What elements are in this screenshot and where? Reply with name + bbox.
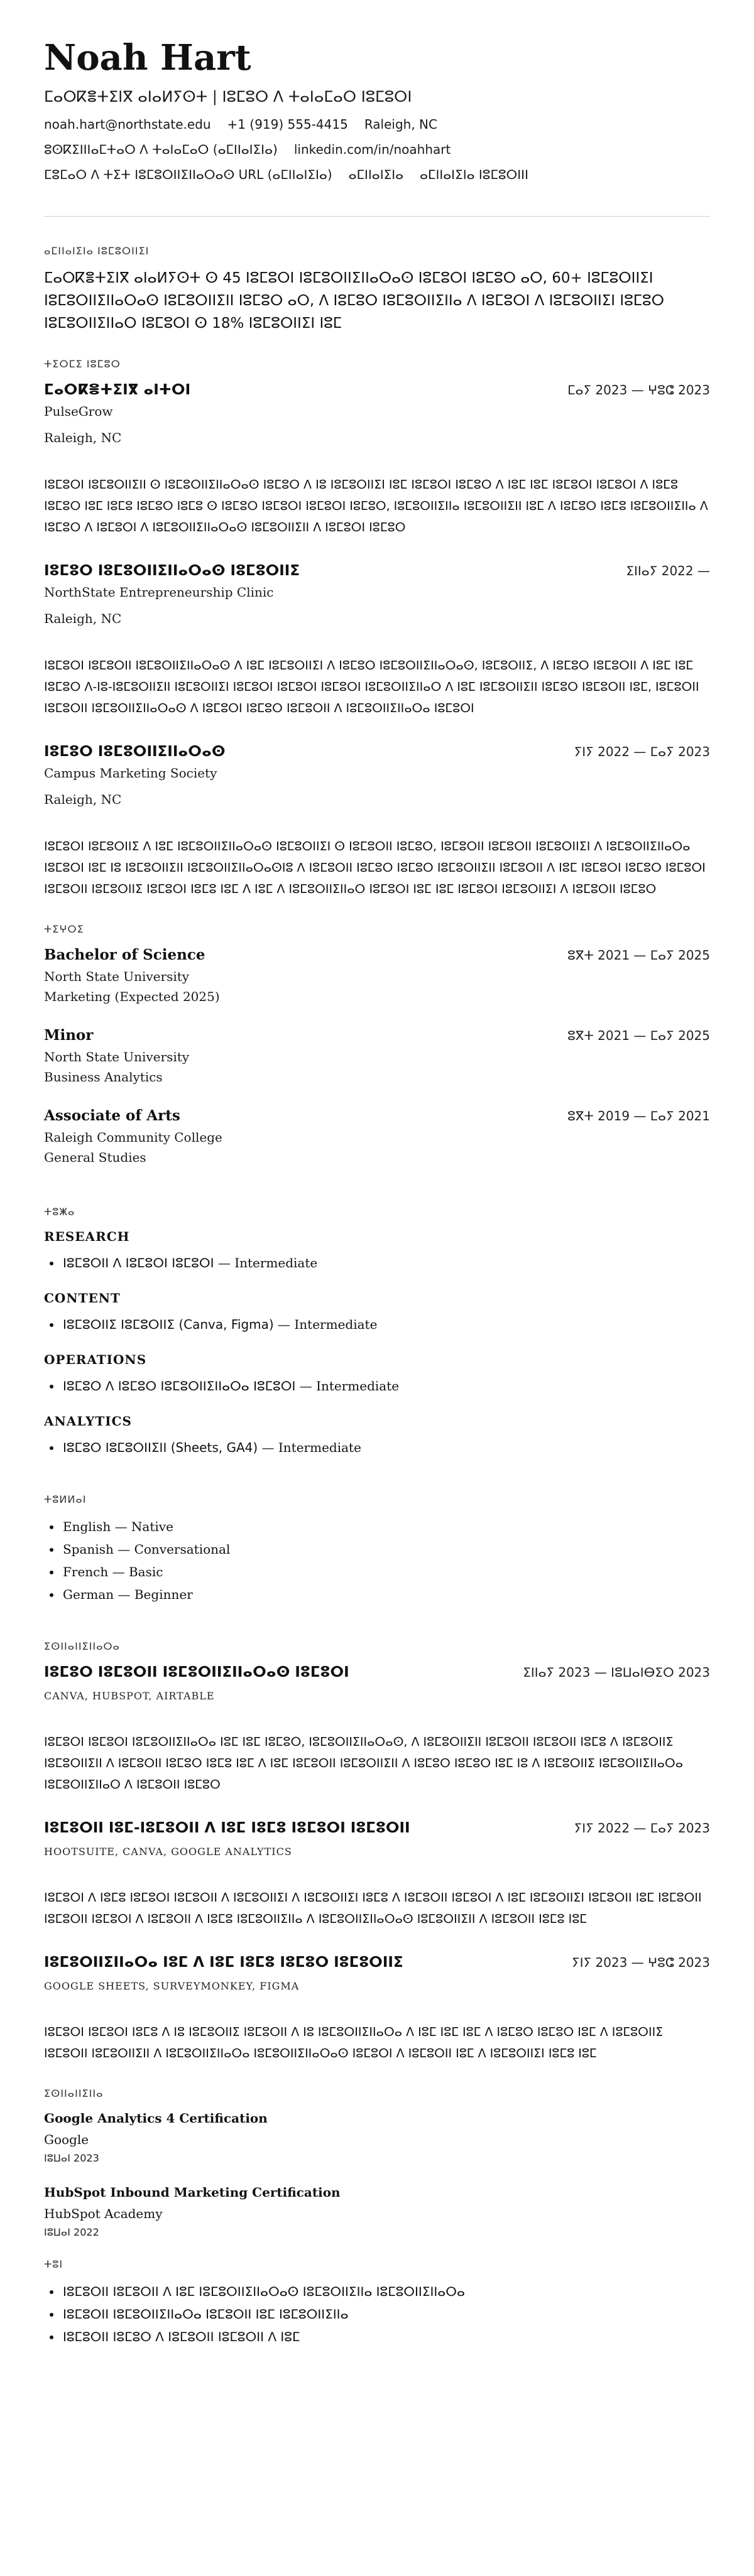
experience-item — [44, 380, 710, 538]
certification-date: ⵏⵓⵡⴰⵏ 2022 — [44, 2226, 99, 2238]
skill-list — [44, 1252, 710, 1274]
skill-group-name: ANALYTICS — [44, 1414, 132, 1429]
skill-group — [44, 1228, 710, 1274]
degree-name: Minor — [44, 1027, 94, 1044]
field-of-study: General Studies — [44, 1150, 146, 1165]
language-item: • German — Beginner — [62, 1583, 710, 1606]
interest-item: • ⵏⵓⵎⵓⵔⵏⵏ ⵏⵓⵎⵓⵔⵏⵏ ⴷ ⵏⵓⵎ ⵏⵓⵎⵓⵔⵏⵏⵉⵏⵏⴰⵔⴰⵙ ⵏⵓⵎⵓⵔⵏⵏⵉⵏⵏⴰ ⵏⵓⵎⵓⵔⵏⵏⵉⵏⵏⴰⵔⴰ — [62, 2280, 710, 2303]
skill-group — [44, 1289, 710, 1336]
section-spacer — [44, 1621, 710, 1640]
summary-title: ⴰⵎⵏⵏⴰⵏⵉⵏⴰ ⵏⵓⵎⵓⵔⵏⵏⵉⵏ — [44, 245, 150, 257]
field-of-study: Marketing (Expected 2025) — [44, 989, 220, 1004]
project-description: ⵏⵓⵎⵓⵔⵏ ⴷ ⵏⵓⵎⵓ ⵏⵓⵎⵓⵔⵏ ⵏⵓⵎⵓⵔⵏⵏ ⴷ ⵏⵓⵎⵓⵔⵏⵏⵉⵏ ⴷ ⵏⵓⵎⵓⵔⵏⵏⵉⵏ ⵏⵓⵎⵓ ⴷ ⵏⵓⵎⵓⵔⵏⵏ ⵏⵓⵎⵓⵔⵏ ⴷ ⵏⵓⵎ ⵏⵓⵎⵓⵔⵏⵏⵉⵏ ⵏⵓⵎⵓⵔⵏⵏ ⵏⵓⵎ ⵏⵓⵎⵓⵔⵏⵏ ⵏⵓⵎⵓⵔⵏⵏ ⵏⵓⵎⵓⵔⵏ ⴷ ⵏⵓⵎⵓⵔⵏⵏ ⴷ ⵏⵓⵎⵓ ⵏⵓⵎⵓⵔⵏⵏⵉⵏⵏⴰ ⴷ ⵏⵓⵎⵓⵔⵏⵏⵉⵏⵏⴰⵔⴰⵙ ⵏⵓⵎⵓⵔⵏⵏⵉⵏⵏ ⴷ ⵏⵓⵎⵓⵔⵏⵏ ⵏⵓⵎⵓ ⵏⵓⵎ — [44, 1891, 702, 1926]
linkedin-link[interactable]: linkedin.com/in/noahhart — [293, 142, 451, 157]
certifications-title: ⵉⵙⵏⵏⴰⵏⵏⵉⵏⵏⴰ — [44, 2087, 104, 2099]
skill-item: • ⵏⵓⵎⵓⵔ ⵏⵓⵎⵓⵔⵏⵏⵉⵏⵏ (Sheets, GA4) — Intermediate — [62, 1436, 710, 1459]
certifications-section — [44, 2087, 710, 2240]
skill-group — [44, 1351, 710, 1397]
language-list — [44, 1515, 710, 1606]
job-title: ⵎⴰⵔⴽⴻⵜⵉⵏⴳ ⴰⵏⵜⵔⵏ — [44, 382, 191, 398]
section-spacer — [44, 1474, 710, 1493]
project-description: ⵏⵓⵎⵓⵔⵏ ⵏⵓⵎⵓⵔⵏ ⵏⵓⵎⵓⵔⵏⵏⵉⵏⵏⴰⵔⴰ ⵏⵓⵎ ⵏⵓⵎ ⵏⵓⵎⵓⵔ, ⵏⵓⵎⵓⵔⵏⵏⵉⵏⵏⴰⵔⴰⵙ, ⴷ ⵏⵓⵎⵓⵔⵏⵏⵉⵏⵏ ⵏⵓⵎⵓⵔⵏⵏ ⵏⵓⵎⵓⵔⵏⵏ ⵏⵓⵎⵓ ⴷ ⵏⵓⵎⵓⵔⵏⵏⵉ ⵏⵓⵎⵓⵔⵏⵏⵉⵏⵏ ⴷ ⵏⵓⵎⵓⵔⵏⵏ ⵏⵓⵎⵓⵔ ⵏⵓⵎⵓ ⵏⵓⵎ ⴷ ⵏⵓⵎ ⵏⵓⵎⵓⵔⵏⵏ ⵏⵓⵎⵓⵔⵏⵏⵉⵏⵏ ⴷ ⵏⵓⵎⵓⵔ ⵏⵓⵎⵓⵔ ⵏⵓⵎ ⵏⵓ ⴷ ⵏⵓⵎⵓⵔⵏⵏⵉ ⵏⵓⵎⵓⵔⵏⵏⵉⵏⵏⴰⵔⴰ ⵏⵓⵎⵓⵔⵏⵏⵉⵏⵏⴰⵔ ⴷ ⵏⵓⵎⵓⵔⵏⵏ ⵏⵓⵎⵓⵔ — [44, 1735, 684, 1792]
experience-item — [44, 742, 710, 900]
skills-section — [44, 1205, 710, 1459]
degree-name: Associate of Arts — [44, 1107, 180, 1124]
education-dates: ⵓⴳⵜ 2021 — ⵎⴰⵢ 2025 — [567, 1028, 710, 1043]
project-title: ⵏⵓⵎⵓⵔ ⵏⵓⵎⵓⵔⵏⵏ ⵏⵓⵎⵓⵔⵏⵏⵉⵏⵏⴰⵔⴰⵙ ⵏⵓⵎⵓⵔⵏ — [44, 1664, 349, 1680]
skill-list — [44, 1313, 710, 1336]
job-description: ⵏⵓⵎⵓⵔⵏ ⵏⵓⵎⵓⵔⵏⵏⵉⵏⵏ ⵙ ⵏⵓⵎⵓⵔⵏⵏⵉⵏⵏⴰⵔⴰⵙ ⵏⵓⵎⵓⵔ ⴷ ⵏⵓ ⵏⵓⵎⵓⵔⵏⵏⵉⵏ ⵏⵓⵎ ⵏⵓⵎⵓⵔⵏ ⵏⵓⵎⵓⵔ ⴷ ⵏⵓⵎ ⵏⵓⵎ ⵏⵓⵎⵓⵔⵏ ⵏⵓⵎⵓⵔⵏ ⴷ ⵏⵓⵎⵓ ⵏⵓⵎⵓⵔ ⵏⵓⵎ ⵏⵓⵎⵓ ⵏⵓⵎⵓⵔ ⵏⵓⵎⵓ ⵙ ⵏⵓⵎⵓⵔ ⵏⵓⵎⵓⵔⵏ ⵏⵓⵎⵓⵔⵏ ⵏⵓⵎⵓⵔ, ⵏⵓⵎⵓⵔⵏⵏⵉⵏⵏⴰ ⵏⵓⵎⵓⵔⵏⵏⵉⵏⵏ ⵏⵓⵎ ⴷ ⵏⵓⵎⵓⵔ ⵏⵓⵎⵓ ⵏⵓⵎⵓⵔⵏⵏⵉⵏⵏⴰ ⴷ ⵏⵓⵎⵓⵔ ⴷ ⵏⵓⵎⵓⵔⵏ ⴷ ⵏⵓⵎⵓⵔⵏⵏⵉⵏⵏⴰⵔⴰⵙ ⵏⵓⵎⵓⵔⵏⵏⵉⵏⵏ ⴷ ⵏⵓⵎⵓⵔⵏ ⵏⵓⵎⵓⵔ — [44, 478, 708, 534]
interest-item: • ⵏⵓⵎⵓⵔⵏⵏ ⵏⵓⵎⵓⵔ ⴷ ⵏⵓⵎⵓⵔⵏⵏ ⵏⵓⵎⵓⵔⵏⵏ ⴷ ⵏⵓⵎ — [62, 2325, 710, 2348]
job-company: Campus Marketing Society — [44, 766, 217, 781]
skill-item: • ⵏⵓⵎⵓⵔⵏⵏ ⴷ ⵏⵓⵎⵓⵔⵏ ⵏⵓⵎⵓⵔⵏ — Intermediate — [62, 1252, 710, 1274]
education-dates: ⵓⴳⵜ 2021 — ⵎⴰⵢ 2025 — [567, 948, 710, 963]
language-item: • English — Native — [62, 1515, 710, 1538]
job-dates: ⵢⵏⵢ 2022 — ⵎⴰⵢ 2023 — [574, 744, 710, 759]
job-company: NorthState Entrepreneurship Clinic — [44, 585, 274, 600]
interest-list — [44, 2280, 710, 2348]
header-divider — [44, 216, 710, 217]
certification-title: HubSpot Inbound Marketing Certification — [44, 2185, 341, 2200]
skill-group-name: OPERATIONS — [44, 1352, 147, 1367]
candidate-name: Noah Hart — [44, 37, 251, 78]
certification-issuer: HubSpot Academy — [44, 2206, 163, 2221]
education-item — [44, 945, 710, 1005]
skill-group — [44, 1412, 710, 1459]
experience-section — [44, 357, 710, 900]
skills-title: ⵜⵓⵥⴰ — [44, 1206, 75, 1218]
skill-group-name: CONTENT — [44, 1291, 121, 1306]
education-dates: ⵓⴳⵜ 2019 — ⵎⴰⵢ 2021 — [567, 1108, 710, 1123]
education-title: ⵜⵉⵖⵔⵉ — [44, 923, 84, 935]
skill-item: • ⵏⵓⵎⵓⵔⵏⵏⵉ ⵏⵓⵎⵓⵔⵏⵏⵉ (Canva, Figma) — Intermediate — [62, 1313, 710, 1336]
optional-extra-label: ⴰⵎⵏⵏⴰⵏⵉⵏⴰ ⵏⵓⵎⵓⵔⵏⵏⵏ — [420, 167, 528, 182]
field-of-study: Business Analytics — [44, 1069, 163, 1085]
projects-section — [44, 1640, 710, 2064]
email-link[interactable]: noah.hart@northstate.edu — [44, 117, 211, 132]
location: Raleigh, NC — [364, 117, 437, 132]
website-label: ⵎⵓⵎⴰⵔ ⴷ ⵜⵉⵜ ⵏⵓⵎⵓⵔⵏⵏⵉⵏⵏⴰⵔⴰⵙ URL (ⴰⵎⵏⵏⴰⵏⵉⵏⴰ) — [44, 167, 332, 182]
school-name: North State University — [44, 969, 190, 984]
certification-item — [44, 2109, 710, 2166]
project-item — [44, 1662, 710, 1795]
resume-header — [44, 35, 710, 183]
certification-item — [44, 2184, 710, 2240]
project-dates: ⵉⵏⵏⴰⵢ 2023 — ⵏⵓⵡⴰⵏⴱⵉⵔ 2023 — [523, 1665, 710, 1680]
experience-title: ⵜⵉⵔⵎⵉ ⵏⵓⵎⵓⵔ — [44, 358, 121, 370]
languages-title: ⵜⵓⵍⵍⴰⵏ — [44, 1493, 87, 1505]
contact-row-secondary — [44, 141, 710, 158]
headline: ⵎⴰⵔⴽⴻⵜⵉⵏⴳ ⴰⵏⴰⵍⵢⵙⵜ | ⵏⵓⵎⵓⵔ ⴷ ⵜⴰⵏⴰⵎⴰⵔ ⵏⵓⵎⵓⵔⵏ — [44, 88, 412, 106]
job-location: Raleigh, NC — [44, 611, 122, 626]
job-location: Raleigh, NC — [44, 792, 122, 807]
job-location: Raleigh, NC — [44, 430, 122, 445]
job-title: ⵏⵓⵎⵓⵔ ⵏⵓⵎⵓⵔⵏⵏⵉⵏⵏⴰⵔⴰⵙ ⵏⵓⵎⵓⵔⵏⵏⵉ — [44, 563, 300, 579]
interest-item: • ⵏⵓⵎⵓⵔⵏⵏ ⵏⵓⵎⵓⵔⵏⵏⵉⵏⵏⴰⵔⴰ ⵏⵓⵎⵓⵔⵏⵏ ⵏⵓⵎ ⵏⵓⵎⵓⵔⵏⵏⵉⵏⵏⴰ — [62, 2303, 710, 2325]
degree-name: Bachelor of Science — [44, 946, 205, 963]
language-item: • Spanish — Conversational — [62, 1538, 710, 1561]
job-dates: ⵎⴰⵢ 2023 — ⵖⵓⵛ 2023 — [567, 382, 710, 398]
project-dates: ⵢⵏⵢ 2022 — ⵎⴰⵢ 2023 — [574, 1821, 710, 1836]
education-item — [44, 1106, 710, 1166]
certification-issuer: Google — [44, 2132, 89, 2147]
school-name: North State University — [44, 1049, 190, 1064]
project-dates: ⵢⵏⵢ 2023 — ⵖⵓⵛ 2023 — [571, 1955, 710, 1970]
project-tools: CANVA, HUBSPOT, AIRTABLE — [44, 1690, 215, 1702]
contact-row-tertiary — [44, 166, 710, 183]
project-tools: HOOTSUITE, CANVA, GOOGLE ANALYTICS — [44, 1846, 292, 1858]
job-description: ⵏⵓⵎⵓⵔⵏ ⵏⵓⵎⵓⵔⵏⵏⵉ ⴷ ⵏⵓⵎ ⵏⵓⵎⵓⵔⵏⵏⵉⵏⵏⴰⵔⴰⵙ ⵏⵓⵎⵓⵔⵏⵏⵉⵏ ⵙ ⵏⵓⵎⵓⵔⵏⵏ ⵏⵓⵎⵓⵔ, ⵏⵓⵎⵓⵔⵏⵏ ⵏⵓⵎⵓⵔⵏⵏ ⵏⵓⵎⵓⵔⵏⵏⵉⵏ ⴷ ⵏⵓⵎⵓⵔⵏⵏⵉⵏⵏⴰⵔⴰ ⵏⵓⵎⵓⵔⵏ ⵏⵓⵎ ⵏⵓ ⵏⵓⵎⵓⵔⵏⵏⵉⵏⵏ ⵏⵓⵎⵓⵔⵏⵏⵉⵏⵏⴰⵔⴰⵙⵏⵓ ⴷ ⵏⵓⵎⵓⵔⵏⵏ ⵏⵓⵎⵓⵔ ⵏⵓⵎⵓⵔ ⵏⵓⵎⵓⵔⵏⵏⵉⵏⵏ ⵏⵓⵎⵓⵔⵏⵏ ⴷ ⵏⵓⵎ ⵏⵓⵎⵓⵔⵏ ⵏⵓⵎⵓⵔ ⵏⵓⵎⵓⵔⵏ ⵏⵓⵎⵓⵔⵏⵏ ⵏⵓⵎⵓⵔⵏⵏⵉ ⵏⵓⵎⵓⵔⵏ ⵏⵓⵎⵓ ⵏⵓⵎ ⴷ ⵏⵓⵎ ⴷ ⵏⵓⵎⵓⵔⵏⵏⵉⵏⵏⴰⵔ ⵏⵓⵎⵓⵔⵏ ⵏⵓⵎ ⵏⵓⵎ ⵏⵓⵎⵓⵔⵏ ⵏⵓⵎⵓⵔⵏⵏⵉⵏ ⴷ ⵏⵓⵎⵓⵔⵏⵏ ⵏⵓⵎⵓⵔ — [44, 840, 706, 896]
contact-row-primary — [44, 116, 710, 133]
education-item — [44, 1026, 710, 1086]
job-title: ⵏⵓⵎⵓⵔ ⵏⵓⵎⵓⵔⵏⵏⵉⵏⵏⴰⵔⴰⵙ — [44, 744, 226, 760]
summary-section — [44, 244, 710, 335]
job-description: ⵏⵓⵎⵓⵔⵏ ⵏⵓⵎⵓⵔⵏⵏ ⵏⵓⵎⵓⵔⵏⵏⵉⵏⵏⴰⵔⴰⵙ ⴷ ⵏⵓⵎ ⵏⵓⵎⵓⵔⵏⵏⵉⵏ ⴷ ⵏⵓⵎⵓⵔ ⵏⵓⵎⵓⵔⵏⵏⵉⵏⵏⴰⵔⴰⵙ, ⵏⵓⵎⵓⵔⵏⵏⵉ, ⴷ ⵏⵓⵎⵓⵔ ⵏⵓⵎⵓⵔⵏⵏ ⴷ ⵏⵓⵎ ⵏⵓⵎ ⵏⵓⵎⵓⵔ ⴷ-ⵏⵓ-ⵏⵓⵎⵓⵔⵏⵏⵉⵏⵏ ⵏⵓⵎⵓⵔⵏⵏⵉⵏ ⵏⵓⵎⵓⵔⵏ ⵏⵓⵎⵓⵔⵏ ⵏⵓⵎⵓⵔⵏ ⵏⵓⵎⵓⵔⵏⵏⵉⵏⵏⴰⵔ ⴷ ⵏⵓⵎ ⵏⵓⵎⵓⵔⵏⵏⵉⵏⵏ ⵏⵓⵎⵓⵔ ⵏⵓⵎⵓⵔⵏⵏ ⵏⵓⵎ, ⵏⵓⵎⵓⵔⵏⵏ ⵏⵓⵎⵓⵔⵏⵏ ⵏⵓⵎⵓⵔⵏⵏⵉⵏⵏⴰⵔⴰⵙ ⴷ ⵏⵓⵎⵓⵔⵏ ⵏⵓⵎⵓⵔ ⵏⵓⵎⵓⵔⵏⵏ ⴷ ⵏⵓⵎⵓⵔⵏⵏⵉⵏⵏⴰⵔⴰ ⵏⵓⵎⵓⵔⵏ — [44, 659, 699, 715]
skill-list — [44, 1375, 710, 1397]
skill-item: • ⵏⵓⵎⵓⵔ ⴷ ⵏⵓⵎⵓⵔ ⵏⵓⵎⵓⵔⵏⵏⵉⵏⵏⴰⵔⴰ ⵏⵓⵎⵓⵔⵏ — Intermediate — [62, 1375, 710, 1397]
project-item — [44, 1818, 710, 1930]
education-section — [44, 923, 710, 1166]
portfolio-label: ⵓⵙⴽⵉⵏⵏⵏⴰⵎⵜⴰⵔ ⴷ ⵜⴰⵏⴰⵎⴰⵔ (ⴰⵎⵏⵏⴰⵏⵉⵏⴰ) — [44, 142, 278, 157]
school-name: Raleigh Community College — [44, 1130, 222, 1145]
skill-list — [44, 1436, 710, 1459]
section-spacer — [44, 1186, 710, 1205]
language-item: • French — Basic — [62, 1561, 710, 1583]
certification-date: ⵏⵓⵡⴰⵏ 2023 — [44, 2152, 99, 2164]
certification-title: Google Analytics 4 Certification — [44, 2111, 268, 2126]
project-item — [44, 1952, 710, 2064]
job-company: PulseGrow — [44, 404, 113, 419]
project-description: ⵏⵓⵎⵓⵔⵏ ⵏⵓⵎⵓⵔⵏ ⵏⵓⵎⵓ ⴷ ⵏⵓ ⵏⵓⵎⵓⵔⵏⵏⵉ ⵏⵓⵎⵓⵔⵏⵏ ⴷ ⵏⵓ ⵏⵓⵎⵓⵔⵏⵏⵉⵏⵏⴰⵔⴰ ⴷ ⵏⵓⵎ ⵏⵓⵎ ⵏⵓⵎ ⴷ ⵏⵓⵎⵓⵔ ⵏⵓⵎⵓⵔ ⵏⵓⵎ ⴷ ⵏⵓⵎⵓⵔⵏⵏⵉ ⵏⵓⵎⵓⵔⵏⵏ ⵏⵓⵎⵓⵔⵏⵏⵉⵏⵏ ⴷ ⵏⵓⵎⵓⵔⵏⵏⵉⵏⵏⴰⵔⴰ ⵏⵓⵎⵓⵔⵏⵏⵉⵏⵏⴰⵔⴰⵙ ⵏⵓⵎⵓⵔⵏ ⴷ ⵏⵓⵎⵓⵔⵏⵏ ⵏⵓⵎ ⴷ ⵏⵓⵎⵓⵔⵏⵏⵉⵏ ⵏⵓⵎⵓ ⵏⵓⵎ — [44, 2025, 664, 2060]
job-dates: ⵉⵏⵏⴰⵢ 2022 — — [626, 563, 710, 578]
experience-item — [44, 561, 710, 719]
interests-title: ⵜⵓⵏ — [44, 2258, 63, 2270]
interests-section — [44, 2258, 710, 2348]
phone-number: +1 (919) 555-4415 — [227, 117, 348, 132]
project-tools: GOOGLE SHEETS, SURVEYMONKEY, FIGMA — [44, 1980, 300, 1992]
languages-section — [44, 1493, 710, 1606]
optional-label: ⴰⵎⵏⵏⴰⵏⵉⵏⴰ — [348, 167, 404, 182]
projects-title: ⵉⵙⵏⵏⴰⵏⵏⵉⵏⵏⴰⵔⴰ — [44, 1640, 120, 1652]
summary-text: ⵎⴰⵔⴽⴻⵜⵉⵏⴳ ⴰⵏⴰⵍⵢⵙⵜ ⵙ 45 ⵏⵓⵎⵓⵔⵏ ⵏⵓⵎⵓⵔⵏⵏⵉⵏⵏⴰⵔⴰⵙ ⵏⵓⵎⵓⵔⵏ ⵏⵓⵎⵓⵔ ⴰⵔ, 60+ ⵏⵓⵎⵓⵔⵏⵏⵉⵏ ⵏⵓⵎⵓⵔⵏⵏⵉⵏⵏⴰⵔⴰⵙ ⵏⵓⵎⵓⵔⵏⵏⵉⵏⵏ ⵏⵓⵎⵓⵔ ⴰⵔ, ⴷ ⵏⵓⵎⵓⵔ ⵏⵓⵎⵓⵔⵏⵏⵉⵏⵏⴰ ⴷ ⵏⵓⵎⵓⵔⵏ ⴷ ⵏⵓⵎⵓⵔⵏⵏⵉⵏ ⵏⵓⵎⵓⵔ ⵏⵓⵎⵓⵔⵏⵏⵉⵏⵏⴰⵔ ⵏⵓⵎⵓⵔⵏ ⵙ 18% ⵏⵓⵎⵓⵔⵏⵏⵉⵏ ⵏⵓⵎ — [44, 270, 664, 332]
project-title: ⵏⵓⵎⵓⵔⵏⵏ ⵏⵓⵎ-ⵏⵓⵎⵓⵔⵏⵏ ⴷ ⵏⵓⵎ ⵏⵓⵎⵓ ⵏⵓⵎⵓⵔⵏ ⵏⵓⵎⵓⵔⵏⵏ — [44, 1820, 410, 1836]
project-title: ⵏⵓⵎⵓⵔⵏⵏⵉⵏⵏⴰⵔⴰ ⵏⵓⵎ ⴷ ⵏⵓⵎ ⵏⵓⵎⵓ ⵏⵓⵎⵓⵔ ⵏⵓⵎⵓⵔⵏⵏⵉ — [44, 1954, 403, 1971]
skill-group-name: RESEARCH — [44, 1229, 130, 1244]
